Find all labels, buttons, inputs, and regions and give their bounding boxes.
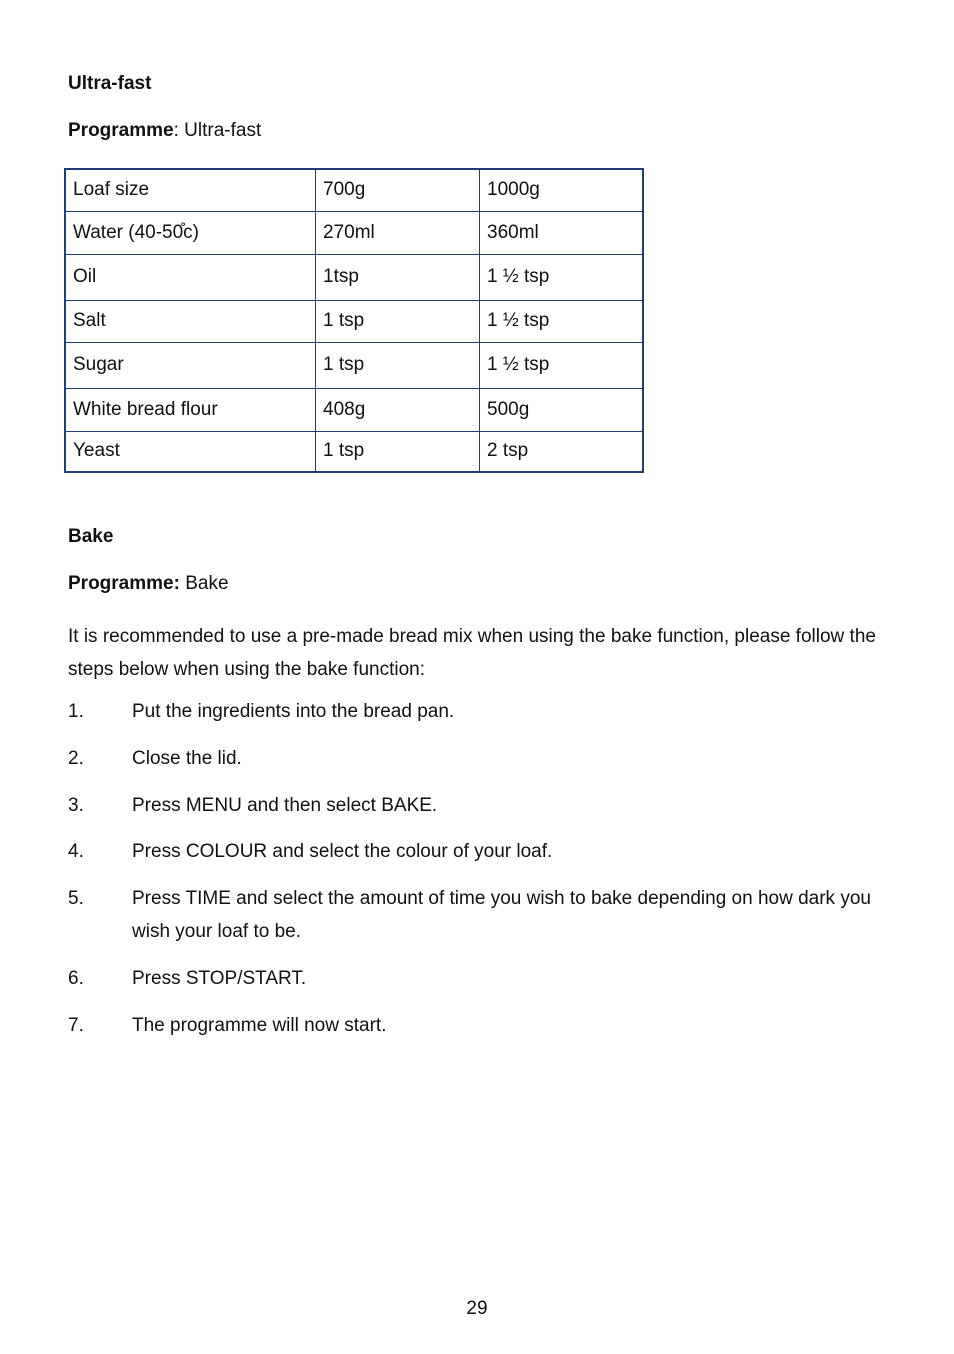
table-cell: 700g [316,169,480,211]
table-cell: 270ml [316,211,480,254]
table-row [65,211,643,254]
step-number: 1. [68,701,84,722]
table-cell: Oil [65,254,316,300]
table-cell: Loaf size [65,169,316,211]
table-row [65,431,643,472]
table-cell: 1 tsp [316,342,480,388]
programme-value: : Ultra-fast [173,120,262,141]
list-item [68,835,878,868]
table-row [65,388,643,431]
table-cell: Yeast [65,431,316,472]
list-item [68,789,878,822]
programme-label: Programme [68,120,174,141]
table-cell: Salt [65,300,316,342]
table-cell: Sugar [65,342,316,388]
table-cell: 1 ½ tsp [480,342,644,388]
list-item [68,962,878,995]
programme-value: Bake [179,573,229,594]
list-item [68,1009,878,1042]
step-text: The programme will now start. [132,1015,387,1036]
list-item [68,695,878,728]
table-row [65,342,643,388]
table-cell: Water (40-50̊c) [65,211,316,254]
step-number: 6. [68,968,84,989]
step-text: Press TIME and select the amount of time you wish to bake depending on how dark you wish your loaf to be. [132,888,871,942]
step-text: Put the ingredients into the bread pan. [132,701,455,722]
table-cell: 1 ½ tsp [480,254,644,300]
step-text: Close the lid. [132,748,242,769]
table-cell: 2 tsp [480,431,644,472]
table-cell: 1 tsp [316,431,480,472]
section-heading-bake: Bake [68,526,114,547]
table-cell: 408g [316,388,480,431]
table-row [65,254,643,300]
programme-label: Programme: [68,573,180,594]
table-cell: 500g [480,388,644,431]
programme-line-ultra-fast [68,120,261,142]
step-text: Press STOP/START. [132,968,307,989]
table-cell: 1tsp [316,254,480,300]
step-number: 4. [68,841,84,862]
step-number: 7. [68,1015,84,1036]
table-cell: 1000g [480,169,644,211]
table-cell: White bread flour [65,388,316,431]
list-item [68,742,878,775]
step-number: 5. [68,888,84,909]
page-number: 29 [466,1298,488,1319]
step-number: 3. [68,795,84,816]
table-cell: 1 ½ tsp [480,300,644,342]
table-cell: 1 tsp [316,300,480,342]
programme-line-bake [68,573,229,595]
step-text: Press COLOUR and select the colour of your loaf. [132,841,553,862]
ingredients-table [64,168,644,473]
step-text: Press MENU and then select BAKE. [132,795,438,816]
table-cell: 360ml [480,211,644,254]
step-number: 2. [68,748,84,769]
section-heading-ultra-fast: Ultra-fast [68,73,152,94]
table-row [65,169,643,211]
list-item [68,882,878,948]
bake-intro-paragraph: It is recommended to use a pre-made bread mix when using the bake function, please follow the steps below when using the bake function: [68,626,876,680]
table-row [65,300,643,342]
